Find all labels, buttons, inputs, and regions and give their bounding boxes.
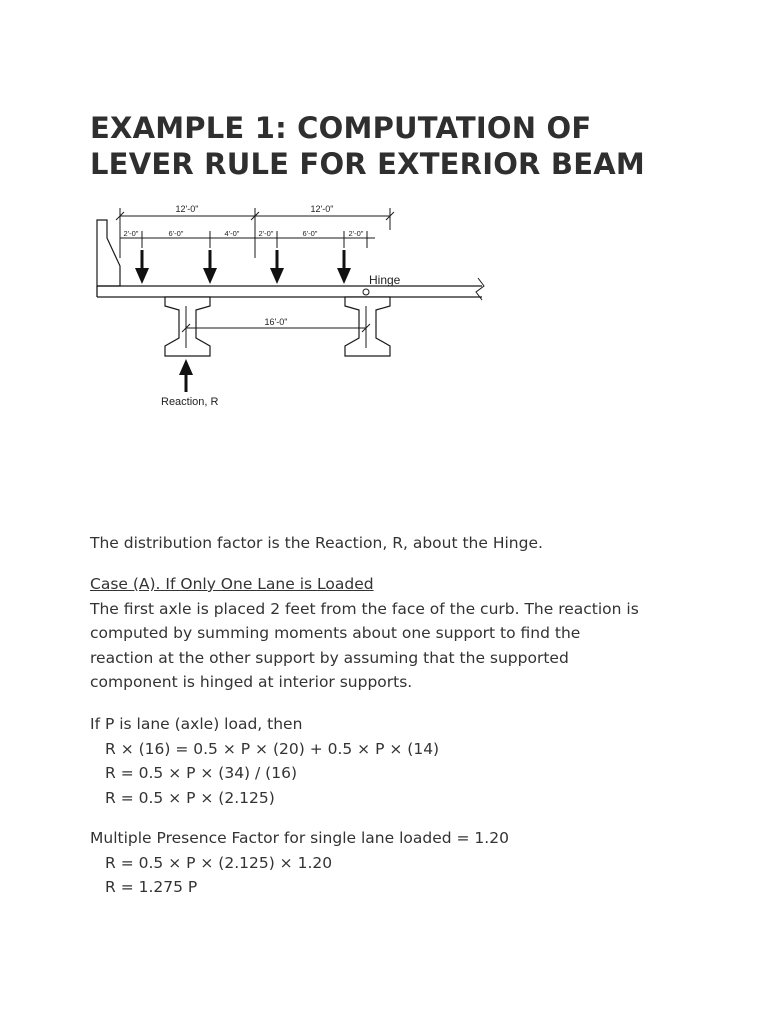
hinge-symbol (363, 289, 369, 295)
multiple-presence-section (90, 826, 690, 900)
case-a-section (90, 572, 690, 695)
dim-seg-1: 2'-0" (123, 229, 139, 238)
page-title (90, 110, 730, 182)
dim-seg-4: 2'-0" (258, 229, 274, 238)
deck-slab (97, 278, 484, 300)
case-a-paragraph-line: component is hinged at interior supports. (90, 673, 413, 691)
case-a-heading: Case (A). If Only One Lane is Loaded (90, 575, 374, 593)
case-a-paragraph-line: The first axle is placed 2 feet from the face of the curb. The reaction is (90, 599, 639, 618)
wheel-load-arrow (135, 250, 149, 284)
dim-seg-5: 6'-0" (302, 229, 318, 238)
title-line-2: LEVER RULE FOR EXTERIOR BEAM (90, 147, 645, 181)
dim-seg-3: 4'-0" (224, 229, 240, 238)
title-line-1: EXAMPLE 1: COMPUTATION OF (90, 111, 592, 145)
wheel-load-arrow (337, 250, 351, 284)
hinge-label: Hinge (369, 273, 401, 287)
lever-rule-diagram (90, 198, 500, 418)
case-a-paragraph-line: reaction at the other support by assuming that the supported (90, 648, 569, 667)
reaction-arrow (179, 359, 193, 392)
intro-paragraph: The distribution factor is the Reaction, R, about the Hinge. (90, 534, 543, 552)
equation-line: R = 1.275 P (105, 878, 198, 896)
case-a-paragraph-line: computed by summing moments about one support to find the (90, 624, 581, 642)
curb-barrier (97, 220, 120, 286)
wheel-load-arrows (135, 250, 351, 284)
wheel-load-arrow (203, 250, 217, 284)
dim-seg-2: 6'-0" (168, 229, 184, 238)
dim-top-left: 12'-0" (175, 204, 199, 214)
dim-top-right: 12'-0" (310, 204, 334, 214)
dim-seg-6: 2'-0" (348, 229, 364, 238)
axle-load-intro: If P is lane (axle) load, then (90, 715, 303, 733)
equation-line: R = 0.5 × P × (2.125) (105, 788, 275, 807)
wheel-load-arrow (270, 250, 284, 284)
axle-load-section (90, 712, 690, 810)
multiple-presence-intro: Multiple Presence Factor for single lane loaded = 1.20 (90, 829, 509, 847)
dim-girder-spacing: 16'-0" (264, 317, 288, 327)
equation-line: R × (16) = 0.5 × P × (20) + 0.5 × P × (14) (105, 739, 440, 758)
reaction-label: Reaction, R (161, 396, 219, 408)
equation-line: R = 0.5 × P × (2.125) × 1.20 (105, 853, 333, 872)
girder-spacing-dimension (182, 306, 370, 348)
equation-line: R = 0.5 × P × (34) / (16) (105, 764, 298, 782)
axle-dimension-line (120, 231, 375, 248)
